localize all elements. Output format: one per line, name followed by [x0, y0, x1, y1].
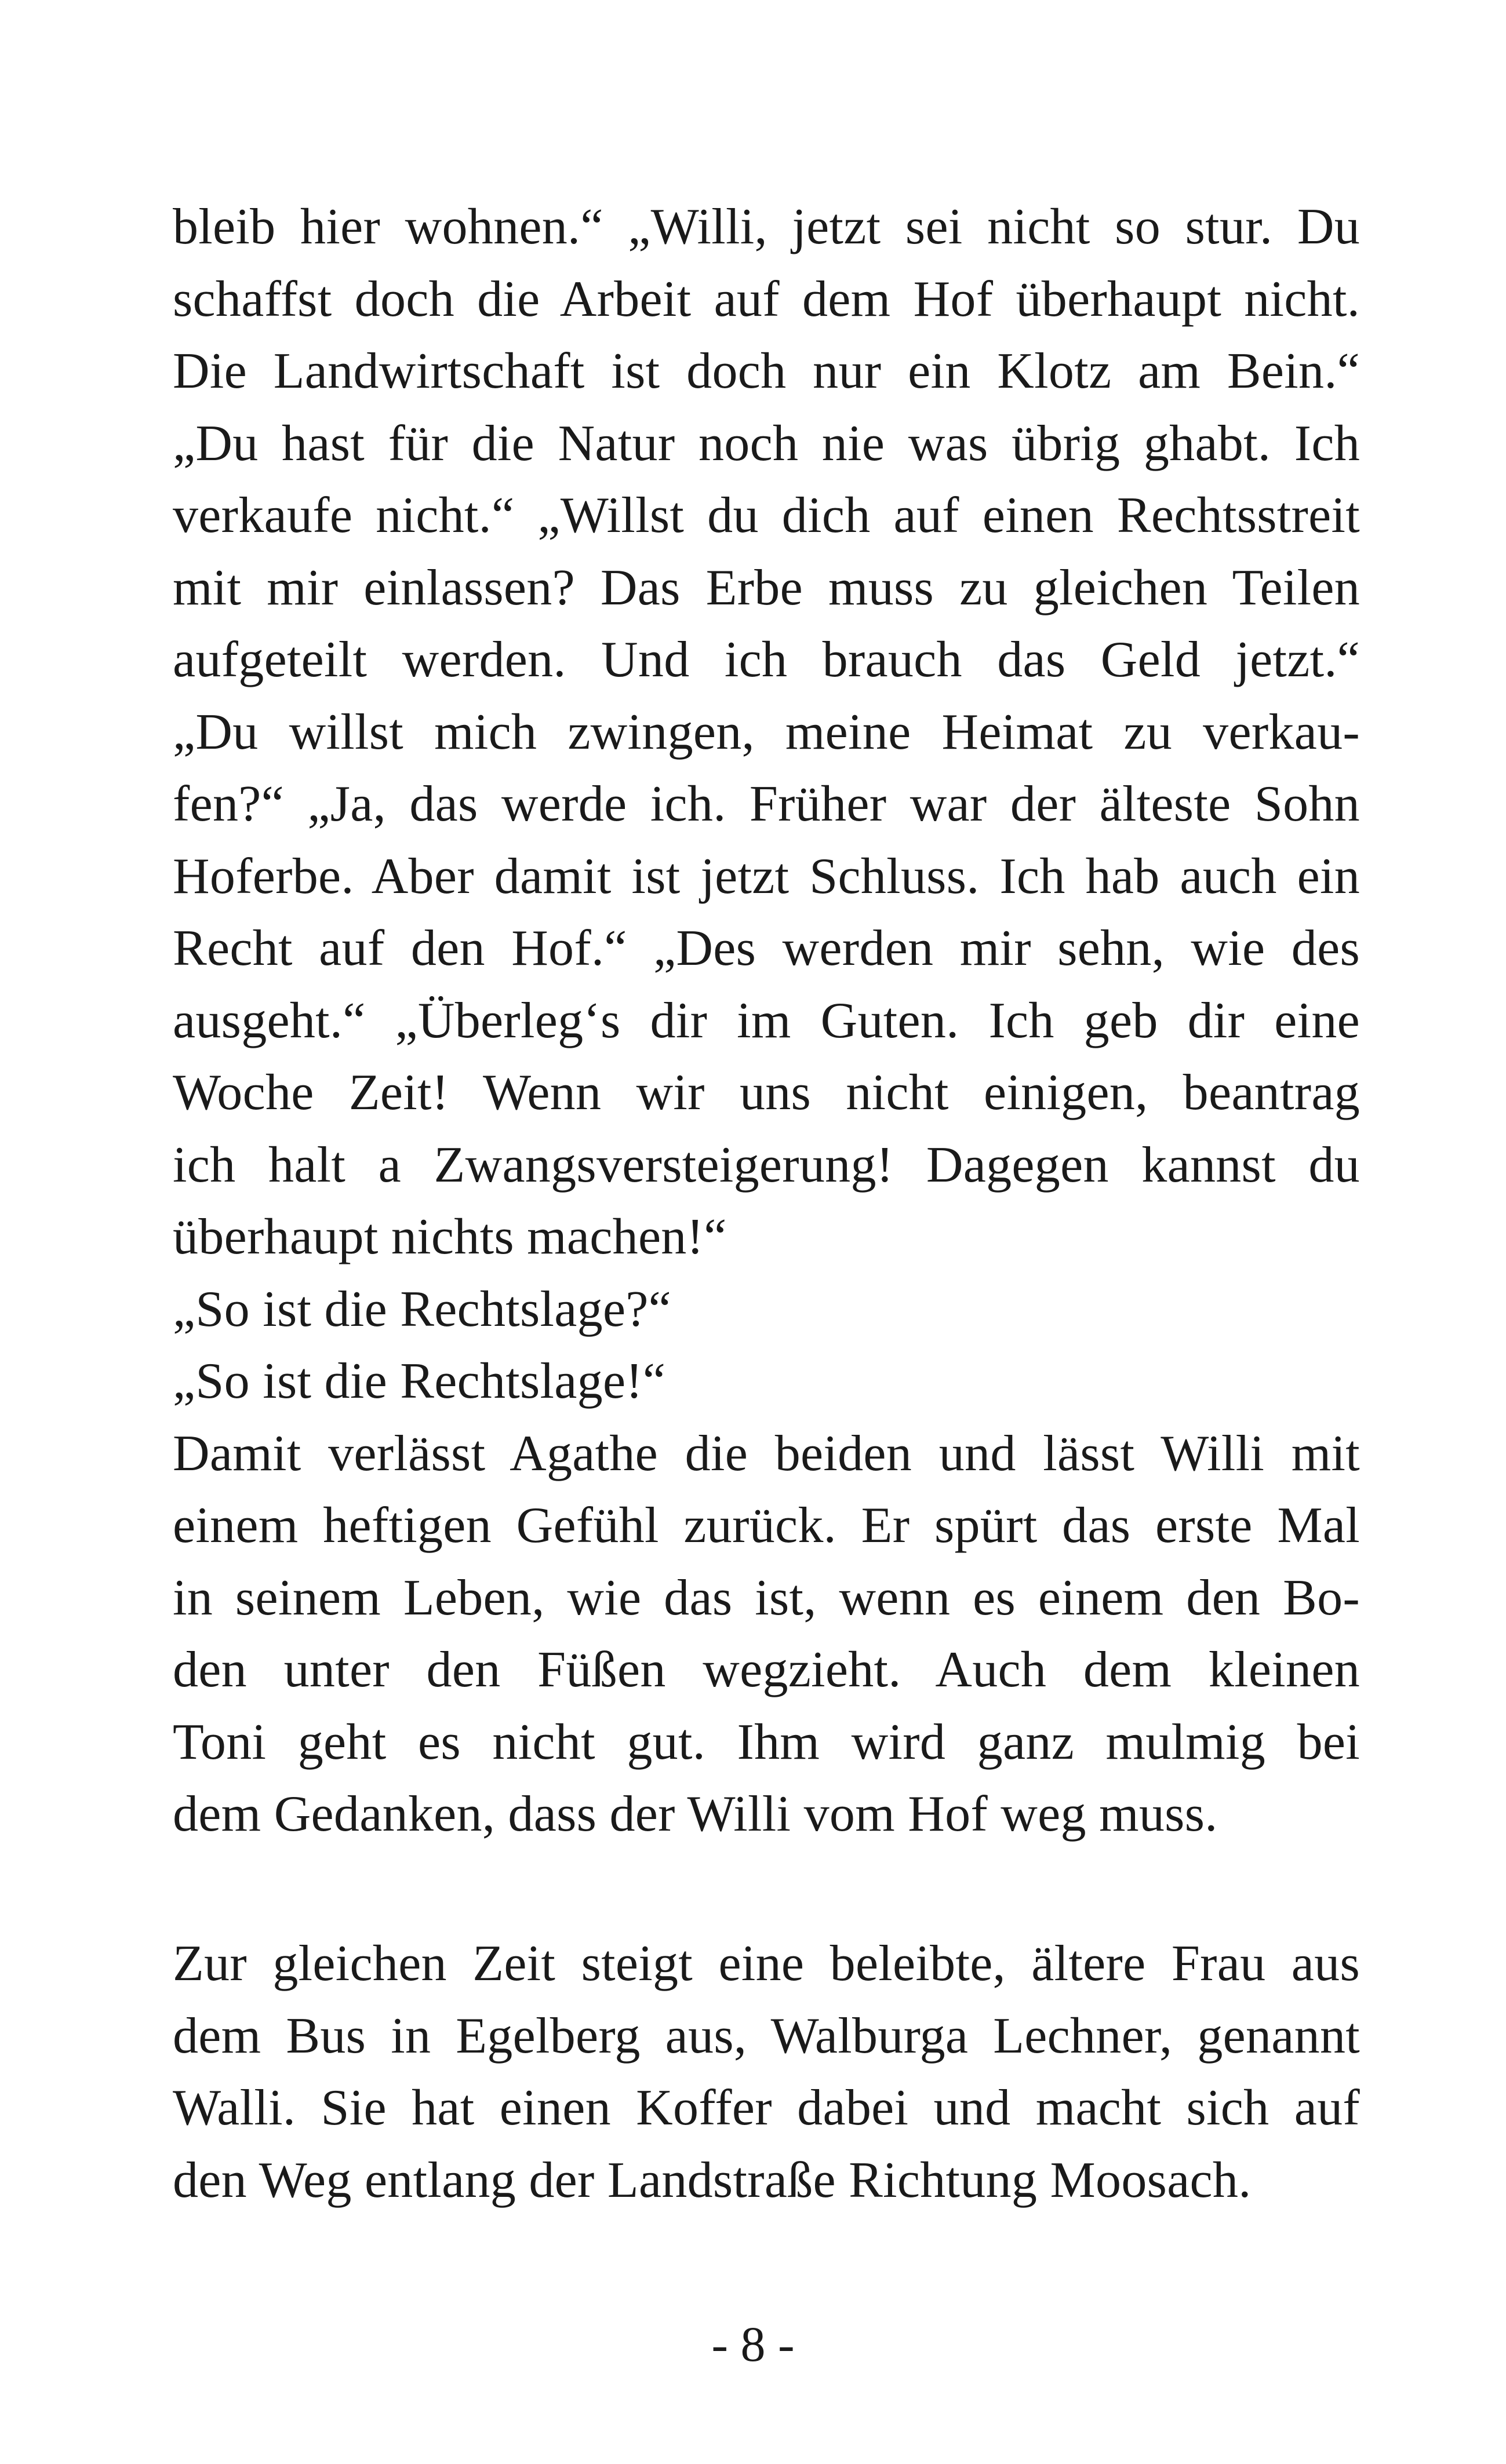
text-line: Zur gleichen Zeit steigt eine beleibte, ältere Frau aus: [173, 1936, 1360, 1992]
text-line: den unter den Füßen wegzieht. Auch dem kleinen: [173, 1642, 1360, 1698]
text-line: Recht auf den Hof.“ „Des werden mir sehn, wie des: [173, 920, 1360, 976]
text-line: in seinem Leben, wie das ist, wenn es einem den Bo-: [173, 1569, 1360, 1626]
text-line: „So ist die Rechtslage!“: [173, 1353, 666, 1409]
text-line: mit mir einlassen? Das Erbe muss zu gleichen Teilen: [173, 559, 1360, 616]
text-line: Hoferbe. Aber damit ist jetzt Schluss. Ich hab auch ein: [173, 848, 1360, 905]
text-line: ausgeht.“ „Überleg‘s dir im Guten. Ich geb dir eine: [173, 992, 1360, 1049]
text-line: „Du willst mich zwingen, meine Heimat zu verkau-: [173, 704, 1360, 760]
text-line: Damit verlässt Agathe die beiden und lässt Willi mit: [173, 1425, 1360, 1482]
text-line: Die Landwirtschaft ist doch nur ein Klotz am Bein.“: [173, 343, 1360, 399]
text-line: Woche Zeit! Wenn wir uns nicht einigen, beantrag: [173, 1065, 1360, 1121]
text-line: schaffst doch die Arbeit auf dem Hof überhaupt nicht.: [173, 271, 1360, 327]
paragraph-walli-arrival: [173, 1928, 1360, 2217]
text-line: einem heftigen Gefühl zurück. Er spürt das erste Mal: [173, 1497, 1360, 1554]
text-line: bleib hier wohnen.“ „Willi, jetzt sei nicht so stur. Du: [173, 199, 1360, 255]
text-line: Walli. Sie hat einen Koffer dabei und macht sich auf: [173, 2080, 1360, 2136]
text-line: Toni geht es nicht gut. Ihm wird ganz mulmig bei: [173, 1714, 1360, 1770]
text-line: verkaufe nicht.“ „Willst du dich auf einen Rechtsstreit: [173, 487, 1360, 544]
text-line: fen?“ „Ja, das werde ich. Früher war der älteste Sohn: [173, 776, 1360, 832]
text-line: dem Gedanken, dass der Willi vom Hof weg muss.: [173, 1786, 1218, 1842]
text-line: „So ist die Rechtslage?“: [173, 1281, 672, 1337]
paragraph-dialogue: [173, 191, 1360, 1851]
text-line: überhaupt nichts machen!“: [173, 1209, 727, 1265]
text-line: dem Bus in Egelberg aus, Walburga Lechner, genannt: [173, 2007, 1360, 2064]
text-line: den Weg entlang der Landstraße Richtung Moosach.: [173, 2152, 1252, 2208]
text-line: „Du hast für die Natur noch nie was übrig ghabt. Ich: [173, 415, 1360, 472]
page-number: - 8 -: [711, 2316, 795, 2372]
text-line: aufgeteilt werden. Und ich brauch das Geld jetzt.“: [173, 632, 1360, 688]
text-line: ich halt a Zwangsversteigerung! Dagegen kannst du: [173, 1136, 1360, 1193]
